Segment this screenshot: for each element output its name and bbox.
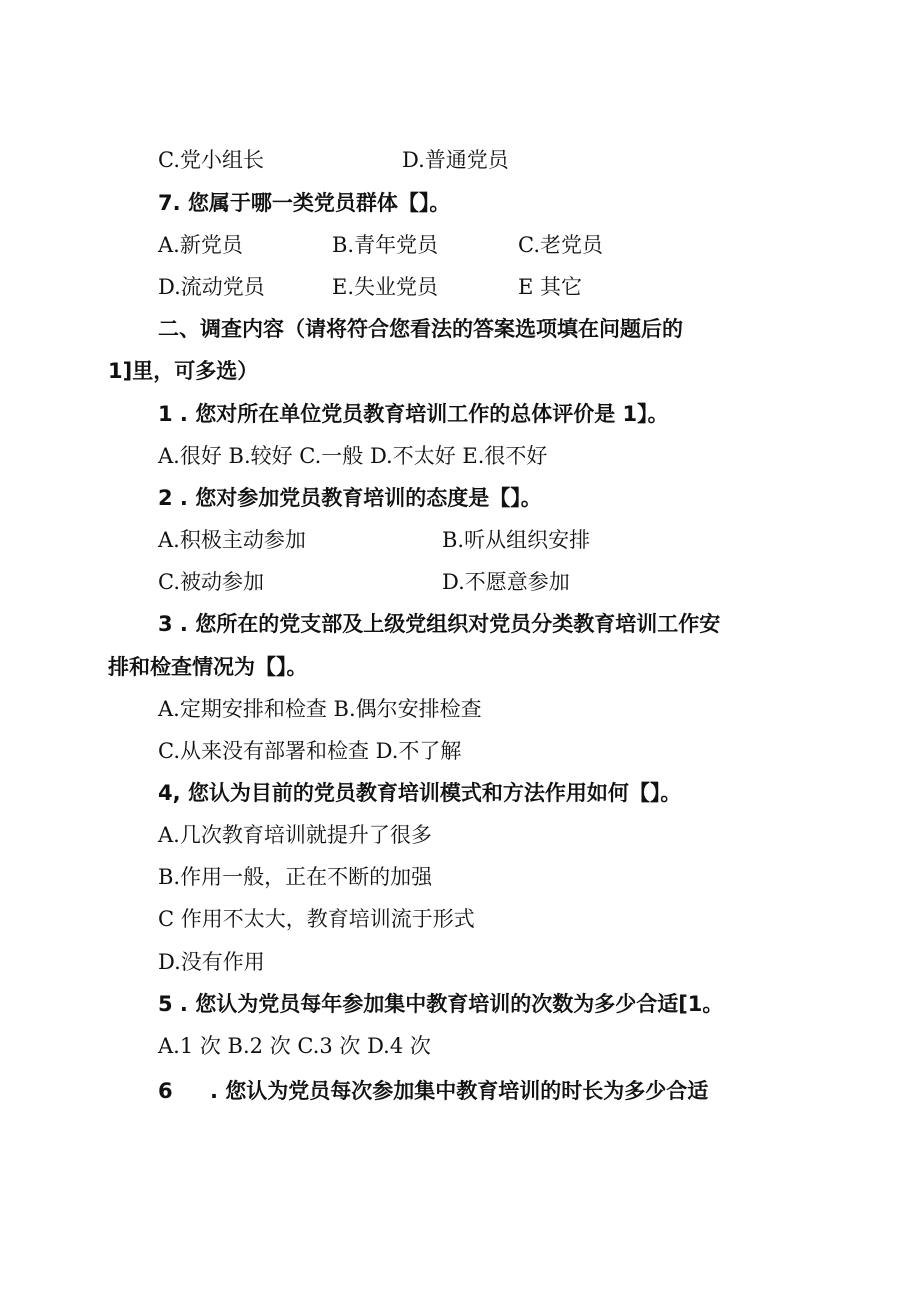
options-text: C.从来没有部署和检查 D.不了解 — [158, 739, 462, 763]
option-d: D.不愿意参加 — [442, 570, 570, 594]
option-c: C.被动参加 — [158, 570, 264, 594]
question-number: 6 — [158, 1079, 173, 1103]
options-text: A.很好 B.较好 C.一般 D.不太好 E.很不好 — [158, 444, 548, 468]
option-d: D.没有作用 — [158, 950, 265, 974]
option-c: C 作用不太大，教育培训流于形式 — [158, 907, 475, 931]
option-a: A.几次教育培训就提升了很多 — [158, 823, 432, 847]
section-heading-cont: 1]里，可多选） — [108, 359, 259, 383]
option-a: A.新党员 — [158, 233, 243, 257]
question-text: 1 . 您对所在单位党员教育培训工作的总体评价是 1】。 — [158, 402, 669, 426]
option-d: D.普通党员 — [402, 148, 509, 172]
question-text: 7. 您属于哪一类党员群体【】。 — [158, 191, 451, 215]
question-text-cont: 排和检查情况为【】。 — [108, 655, 308, 679]
option-c: C.党小组长 — [158, 148, 264, 172]
question-text: 3 . 您所在的党支部及上级党组织对党员分类教育培训工作安 — [158, 612, 721, 636]
question-text: 4, 您认为目前的党员教育培训模式和方法作用如何【】。 — [158, 781, 682, 805]
option-b: B.青年党员 — [332, 233, 439, 257]
section-heading: 二、调查内容（请将符合您看法的答案选项填在问题后的 — [158, 317, 683, 341]
option-a: A.积极主动参加 — [158, 528, 306, 552]
question-text: . 您认为党员每次参加集中教育培训的时长为多少合适 — [210, 1079, 709, 1103]
option-other: E 其它 — [518, 275, 583, 299]
option-b: B.作用一般，正在不断的加强 — [158, 865, 433, 889]
options-text: A.1 次 B.2 次 C.3 次 D.4 次 — [158, 1034, 431, 1058]
question-text: 2 . 您对参加党员教育培训的态度是【】。 — [158, 486, 542, 510]
option-c: C.老党员 — [518, 233, 603, 257]
question-text: 5 . 您认为党员每年参加集中教育培训的次数为多少合适[1。 — [158, 992, 724, 1016]
options-text: A.定期安排和检查 B.偶尔安排检查 — [158, 697, 482, 721]
option-b: B.听从组织安排 — [442, 528, 591, 552]
option-d: D.流动党员 — [158, 275, 265, 299]
option-e: E.失业党员 — [332, 275, 439, 299]
